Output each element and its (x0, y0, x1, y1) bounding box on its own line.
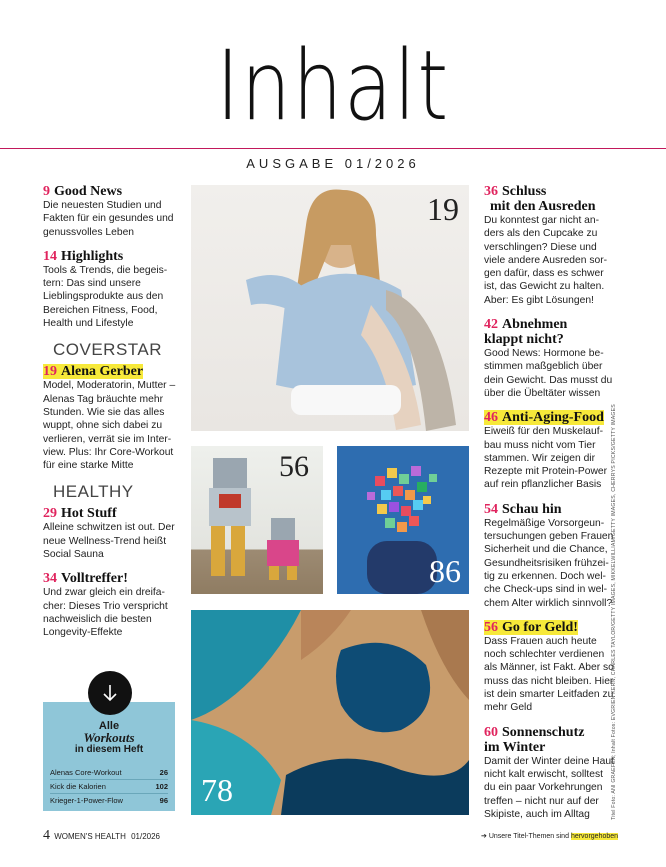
workouts-line1: Alle (98, 720, 120, 732)
photo-credit-text: Titel Foto: ANI GRAEFEN; Inhalt Fotos: EVGRIEN KERN, CHARLES TAYLOR/GETTY IMAGES, MIKKELWILLIAM/GETTY IMAGES, CHERRYS PICKS/GETTY IMAGES (611, 404, 617, 820)
toc-entry-56[interactable] (484, 620, 614, 715)
photo-page-number: 86 (429, 553, 461, 589)
entry-title: Schau hin (502, 501, 562, 517)
photo-page-number: 19 (427, 191, 459, 227)
page-number: 19 (43, 364, 57, 380)
workouts-box[interactable] (43, 702, 175, 811)
page-number: 36 (484, 184, 498, 199)
footer-note-highlight: hervorgehoben (570, 833, 619, 840)
entry-title: Volltreffer! (61, 571, 128, 587)
photo-coastline[interactable] (191, 610, 469, 815)
page-number: 34 (43, 571, 57, 587)
workout-item[interactable] (50, 794, 168, 807)
entry-title: Sonnenschutz (502, 724, 585, 740)
entry-description: Good News: Hormone bestimmen maßgeblich über dein Gewicht. Das musst du über die Übeltäter wissen (484, 348, 613, 399)
entry-title: Anti-Aging-Food (502, 410, 604, 426)
arrow-down-icon[interactable] (88, 671, 132, 715)
toc-entry-46[interactable] (484, 410, 614, 491)
entry-description: Alleine schwitzen ist out. Der neue Wellness-Trend heißt Social Sauna (43, 522, 175, 561)
toc-entry-60[interactable] (484, 725, 614, 821)
toc-entry-54[interactable] (484, 502, 614, 610)
toc-entry-19[interactable] (43, 364, 183, 472)
entry-description: Damit der Winter deine Haut nicht kalt erwischt, solltest du ein paar Vorkehrungen treffen – nicht nur auf der Skipiste, auch im Alltag (484, 755, 614, 820)
toc-entry-36[interactable] (484, 184, 614, 307)
workout-item[interactable] (50, 766, 168, 780)
title-rule (0, 148, 666, 149)
entry-description: Tools & Trends, die begeistern: Das sind unsere Lieblingsprodukte aus den Bereichen Fitness, Food, Health und Lifestyle (43, 264, 168, 330)
entry-description: Und zwar gleich ein dreifacher: Dieses Trio verspricht nachweislich die besten Longevity-Effekte (43, 587, 168, 639)
toc-entry-9[interactable] (43, 184, 183, 239)
workout-label: Kick die Kalorien (50, 782, 106, 791)
footer-note (481, 832, 618, 840)
workout-label: Alenas Core-Workout (50, 768, 122, 777)
page-number: 14 (43, 248, 57, 264)
page-number: 56 (484, 619, 498, 635)
entry-title-line2: klappt nicht? (484, 332, 564, 348)
photo-page-number: 56 (279, 450, 309, 483)
toc-entry-34[interactable] (43, 571, 183, 639)
right-column (484, 184, 614, 831)
section-healthy: HEALTHY (53, 482, 134, 502)
photo-colorful-head[interactable] (337, 446, 469, 594)
entry-title: Go for Geld! (502, 619, 578, 635)
photo-credit (611, 310, 623, 820)
left-column (43, 184, 183, 650)
arrow-right-icon: ➔ (481, 833, 487, 840)
folio-page-number: 4 (43, 828, 50, 843)
workout-page: 102 (155, 782, 168, 791)
page-number: 54 (484, 501, 498, 517)
photo-cover-model[interactable] (191, 185, 469, 431)
folio-magazine: WOMEN'S HEALTH (54, 832, 126, 841)
page-number: 42 (484, 317, 498, 333)
page-number: 9 (43, 184, 50, 199)
entry-description: Dass Frauen auch heute noch schlechter verdienen als Männer, ist Fakt. Aber so muss das nicht bleiben. Hier ist dein smarter Leitfaden zu mehr Geld (484, 635, 614, 714)
workouts-line3: in diesem Heft (74, 744, 144, 755)
workouts-line2: Workouts (83, 730, 135, 745)
page-number: 29 (43, 506, 57, 522)
photo-robots[interactable] (191, 446, 323, 594)
entry-title: Alena Gerber (61, 364, 144, 380)
page-number: 46 (484, 410, 498, 426)
footer-note-text: Unsere Titel-Themen sind (488, 833, 569, 840)
entry-title: Abnehmen (502, 317, 568, 333)
workout-page: 26 (159, 768, 168, 777)
entry-description: Du konntest gar nicht anders als den Cupcake zu verschlingen? Diese und viele andere Ausreden sorgen dafür, dass es schwer ist, das Gewicht zu halten. Aber: Es gibt Lösungen! (484, 215, 608, 306)
page-title: Inhalt (216, 30, 450, 142)
workout-item[interactable] (50, 780, 168, 794)
entry-description: Die neuesten Studien und Fakten für ein gesundes und genussvolles Leben (43, 200, 174, 238)
entry-title: Highlights (61, 248, 124, 264)
issue-label: AUSGABE 01/2026 (246, 156, 420, 171)
toc-entry-14[interactable] (43, 249, 183, 330)
entry-title: Good News (54, 184, 123, 199)
footer-left (43, 828, 160, 844)
folio-issue: 01/2026 (131, 832, 160, 841)
entry-description: Regelmäßige Vorsorgeuntersuchungen geben Frauen Sicherheit und die Chance, Gesundheitsrisiken frühzeitig zu erkennen. Doch welche Check-ups sind in welchem Alter wirklich sinnvoll? (484, 517, 614, 609)
entry-description: Eiweiß für den Muskelaufbau muss nicht vom Tier stammen. Wir zeigen dir Rezepte mit Protein-Power auf rein pflanzlicher Basis (484, 426, 608, 491)
entry-title-line2: im Winter (484, 739, 546, 755)
toc-entry-42[interactable] (484, 317, 614, 400)
photo-page-number: 78 (201, 772, 233, 808)
entry-description: Model, Moderatorin, Mutter – Alenas Tag bräuchte mehr Stunden. Wie sie das alles wuppt, ohne sich dabei zu verlieren, verrät sie im Interview. Plus: Ihr Core-Workout für eine starke Mitte (43, 380, 176, 472)
page-number: 60 (484, 724, 498, 740)
entry-title-line2: mit den Ausreden (490, 199, 596, 214)
workout-label: Krieger-1-Power-Flow (50, 796, 123, 805)
section-coverstar: COVERSTAR (53, 340, 163, 360)
entry-title: Hot Stuff (61, 506, 117, 522)
workout-page: 96 (159, 796, 168, 805)
toc-entry-29[interactable] (43, 506, 183, 561)
entry-title: Schluss (502, 184, 547, 199)
